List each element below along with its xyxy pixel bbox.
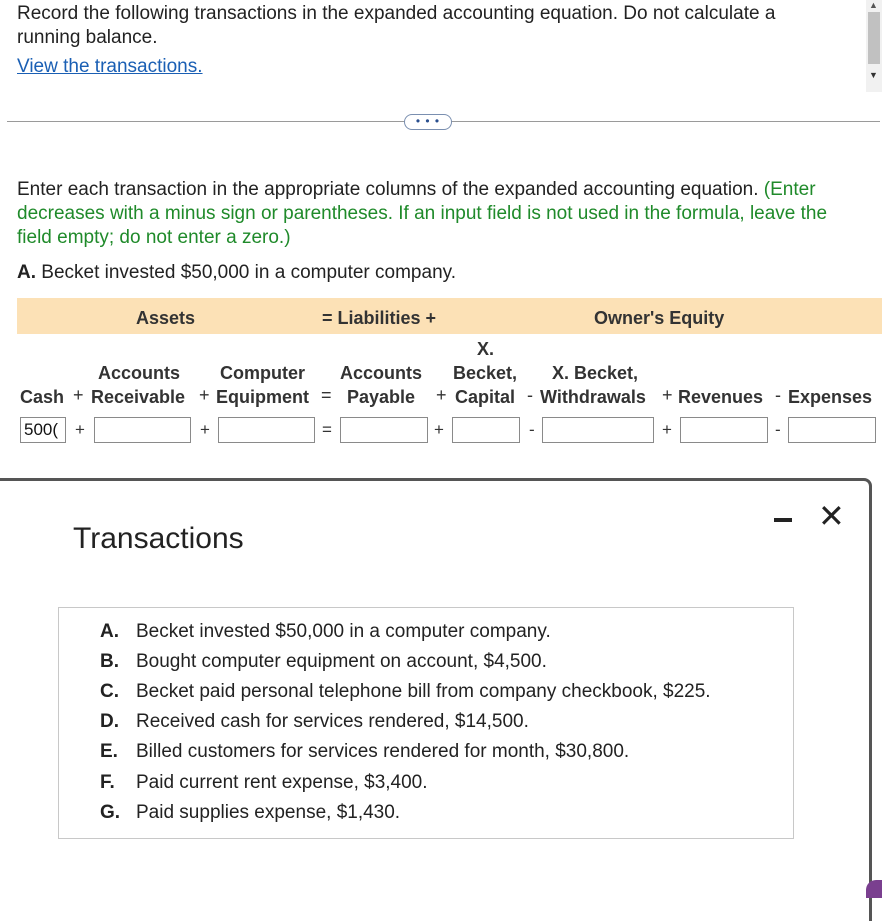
op-plus: +: [662, 385, 673, 405]
equipment-input[interactable]: [218, 417, 315, 443]
intro-text: Record the following transactions in the expanded accounting equation. Do not calculate a running balance.: [17, 3, 776, 48]
instructions-main: Enter each transaction in the appropriate columns of the expanded accounting equation.: [17, 179, 759, 200]
list-item: C. Becket paid personal telephone bill from company checkbook, $225.: [100, 681, 711, 702]
receivable-input[interactable]: [94, 417, 191, 443]
list-item: G. Paid supplies expense, $1,430.: [100, 802, 401, 823]
expenses-input[interactable]: [788, 417, 876, 443]
equipment-header-line2: Equipment: [216, 387, 309, 407]
question-body: Becket invested $50,000 in a computer company.: [41, 262, 457, 283]
payable-input[interactable]: [340, 417, 428, 443]
equity-label: Owner's Equity: [594, 308, 725, 328]
op-equals: =: [321, 385, 332, 405]
minimize-icon[interactable]: [774, 518, 792, 522]
ap-header-line2: Payable: [347, 387, 416, 407]
sign-plus: +: [200, 420, 210, 439]
ap-header-line1: Accounts: [340, 363, 423, 383]
sign-minus: -: [529, 420, 535, 439]
close-icon[interactable]: ✕: [818, 498, 845, 534]
revenues-header: Revenues: [678, 387, 764, 407]
list-item: A. Becket invested $50,000 in a computer company.: [100, 621, 551, 642]
equipment-header-line1: Computer: [220, 363, 305, 383]
dialog-title: Transactions: [73, 522, 244, 555]
question-letter: A.: [17, 262, 36, 283]
expand-button[interactable]: • • •: [404, 114, 452, 130]
sign-plus: +: [662, 420, 672, 439]
sign-minus: -: [775, 420, 781, 439]
ar-header-line2: Receivable: [91, 387, 186, 407]
revenues-input[interactable]: [680, 417, 768, 443]
assets-label: Assets: [136, 308, 196, 328]
op-plus: +: [436, 385, 447, 405]
capital-header-line3: Capital: [455, 387, 516, 407]
withdrawals-header-line1: X. Becket,: [552, 363, 639, 383]
liabilities-label: = Liabilities +: [322, 308, 437, 328]
op-plus: +: [199, 385, 210, 405]
scrollbar-thumb[interactable]: [868, 12, 880, 64]
cash-input[interactable]: [20, 417, 66, 443]
list-item: E. Billed customers for services rendered for month, $30,800.: [100, 741, 630, 762]
list-item: F. Paid current rent expense, $3,400.: [100, 772, 428, 793]
instructions: [17, 178, 867, 250]
sign-plus: +: [75, 420, 85, 439]
list-item: B. Bought computer equipment on account, $4,500.: [100, 651, 547, 672]
capital-header-line1: X.: [477, 339, 495, 359]
op-minus: -: [775, 385, 781, 405]
question-text: [17, 262, 456, 284]
scroll-down-icon[interactable]: ▼: [869, 70, 878, 80]
sign-plus: +: [434, 420, 444, 439]
capital-input[interactable]: [452, 417, 520, 443]
op-minus: -: [527, 385, 533, 405]
corner-decoration: [866, 880, 882, 898]
instructions-hint: (Enter decreases with a minus sign or parentheses. If an input field is not used in the formula, leave the field empty; do not enter a zero.): [17, 179, 828, 248]
op-plus: +: [73, 385, 84, 405]
list-item: D. Received cash for services rendered, $14,500.: [100, 711, 529, 732]
expenses-header: Expenses: [788, 387, 873, 407]
capital-header-line2: Becket,: [453, 363, 518, 383]
withdrawals-input[interactable]: [542, 417, 654, 443]
cash-header: Cash: [20, 387, 65, 407]
sign-equals: =: [322, 420, 332, 439]
scroll-up-icon[interactable]: ▲: [869, 0, 878, 10]
view-transactions-link[interactable]: View the transactions.: [17, 56, 203, 77]
withdrawals-header-line2: Withdrawals: [540, 387, 646, 407]
ar-header-line1: Accounts: [98, 363, 181, 383]
